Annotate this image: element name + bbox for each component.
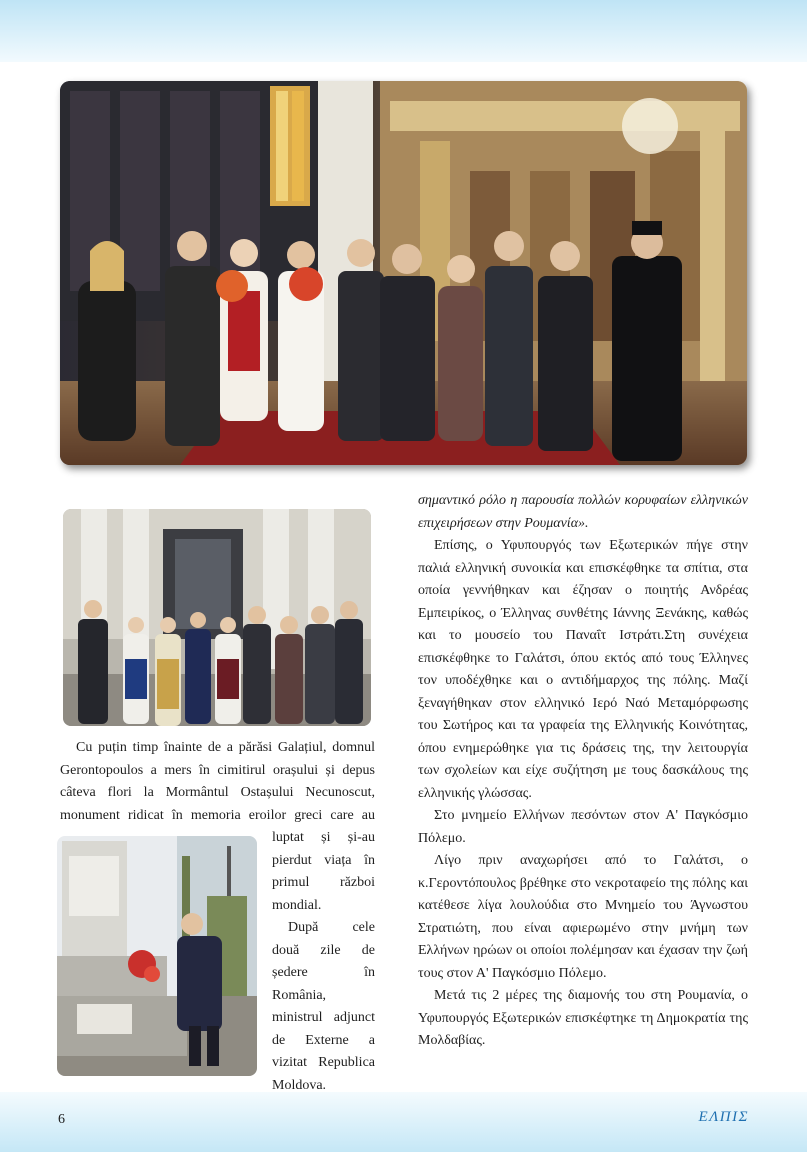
photo-church-interior-group	[60, 81, 747, 465]
greek-paragraph-1: σημαντικό ρόλο η παρουσία πολλών κορυφαίων ελληνικών επιχειρήσεων στην Ρουμανία».	[418, 493, 748, 531]
magazine-title: ΕΛΠΙΣ	[698, 1109, 749, 1125]
greek-paragraph-2: Επίσης, ο Υφυπουργός των Εξωτερικών πήγε στην παλιά ελληνική συνοικία και επισκέφθηκε τα σπίτια, στα οποία γεννήθηκαν και έζησαν ο ποιητής Ανδρέας Εμπειρίκος, ο Έλληνας συνθέτης Ιάννης Ξενάκης, καθώς και το μουσείο του Παναΐτ Ιστράτι.Στη συνέχεια επισκέφθηκε το Γαλάτσι, όπου εκτός από τους Έλληνες τον υποδέχθηκε και ο αντιδήμαρχος της πόλης. Μαζί ξεναγήθηκαν στον ελληνικό Ιερό Ναό Μεταμόρφωσης του Σωτήρος και τα γραφεία της Ελληνικής Κοινότητας, όπου ενημερώθηκε για τις δράσεις της, την λειτουργία των σχολείων και είχε συζήτηση με τους δασκάλους της ελληνικής γλώσσας.	[418, 538, 748, 801]
greek-paragraph-3: Στο μνημείο Ελλήνων πεσόντων στον Α' Παγκόσμιο Πόλεμο.	[418, 808, 748, 846]
romanian-paragraph-2: După cele două zile de ședere în România, ministrul adjunct de Externe a vizitat Republica Moldova.	[272, 920, 375, 1093]
greek-paragraph-4: Λίγο πριν αναχωρήσει από το Γαλάτσι, ο κ.Γεροντόπουλος βρέθηκε στο νεκροταφείο της πόλης και κατέθεσε λίγα λουλούδια στο Μνημείο του Άγνωστου Στρατιώτη, που είναι αφιερωμένο στην μνήμη των Ελλήνων ηρώων οι οποίοι πολέμησαν και έχασαν την ζωή τους στον Α' Παγκόσμιο Πόλεμο.	[418, 853, 748, 981]
top-decorative-band	[0, 0, 807, 62]
photo-church-entrance-group	[63, 509, 371, 726]
bottom-decorative-band	[0, 1092, 807, 1152]
page-number: 6	[58, 1112, 65, 1127]
greek-article-column	[418, 490, 748, 1053]
greek-paragraph-5: Μετά τις 2 μέρες της διαμονής του στη Ρουμανία, ο Υφυπουργός Εξωτερικών επισκέφτηκε τη Δημοκρατία της Μολδαβίας.	[418, 988, 748, 1048]
romanian-article-column	[60, 737, 375, 1097]
photo-wrap-spacer	[60, 827, 272, 1079]
romanian-paragraph-1-text: Cu puțin timp înainte de a părăsi Galațiul, domnul Gerontopoulos a mers în cimitirul orașului și depus câteva flori la Mormântul Ostașului Necunoscut, monument ridicat în memoria eroilor greci care au luptat și și-au pierdut viața în primul război mondial.	[60, 740, 375, 913]
